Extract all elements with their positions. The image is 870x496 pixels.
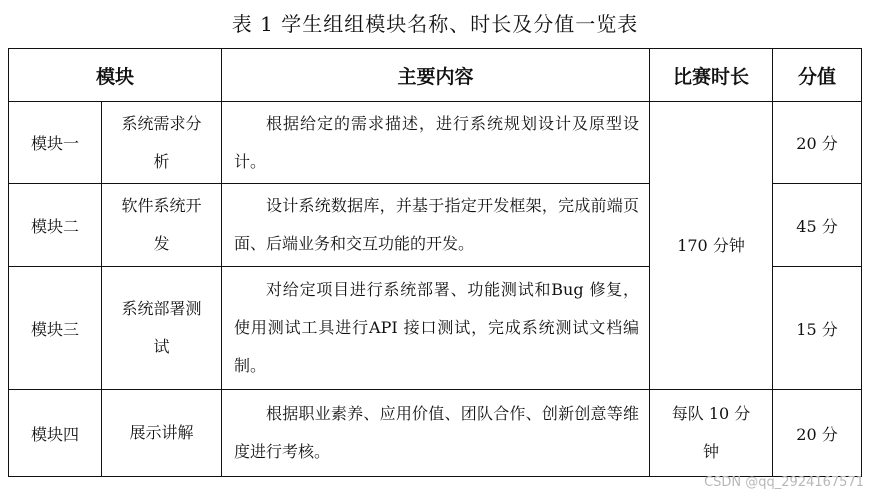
table-header-row: [9, 49, 862, 102]
module-name: 模块三: [9, 267, 102, 390]
module-description: 根据给定的需求描述，进行系统规划设计及原型设计。: [222, 102, 650, 184]
header-score: 分值: [773, 49, 862, 102]
module-score: 15 分: [773, 267, 862, 390]
table-caption: 表 1 学生组组模块名称、时长及分值一览表: [231, 12, 639, 36]
submodule-name: 系统需求分析: [102, 102, 222, 184]
module-score: 45 分: [773, 184, 862, 267]
header-duration: 比赛时长: [650, 49, 773, 102]
module-duration: 每队 10 分钟: [650, 390, 773, 477]
module-score: 20 分: [773, 102, 862, 184]
module-description: 根据职业素养、应用价值、团队合作、创新创意等维度进行考核。: [222, 390, 650, 477]
module-table: [8, 48, 862, 477]
submodule-name: 系统部署测试: [102, 267, 222, 390]
shared-duration: 170 分钟: [650, 102, 773, 390]
table-row: [9, 390, 862, 477]
header-module: 模块: [9, 49, 222, 102]
header-content: 主要内容: [222, 49, 650, 102]
module-description: 设计系统数据库，并基于指定开发框架，完成前端页面、后端业务和交互功能的开发。: [222, 184, 650, 267]
module-name: 模块二: [9, 184, 102, 267]
submodule-name: 软件系统开发: [102, 184, 222, 267]
module-description: 对给定项目进行系统部署、功能测试和Bug 修复，使用测试工具进行API 接口测试，完成系统测试文档编制。: [222, 267, 650, 390]
module-name: 模块一: [9, 102, 102, 184]
submodule-name: 展示讲解: [102, 390, 222, 477]
module-score: 20 分: [773, 390, 862, 477]
source-watermark: CSDN @qq_2924167571: [704, 475, 864, 490]
module-name: 模块四: [9, 390, 102, 477]
table-row: [9, 102, 862, 184]
